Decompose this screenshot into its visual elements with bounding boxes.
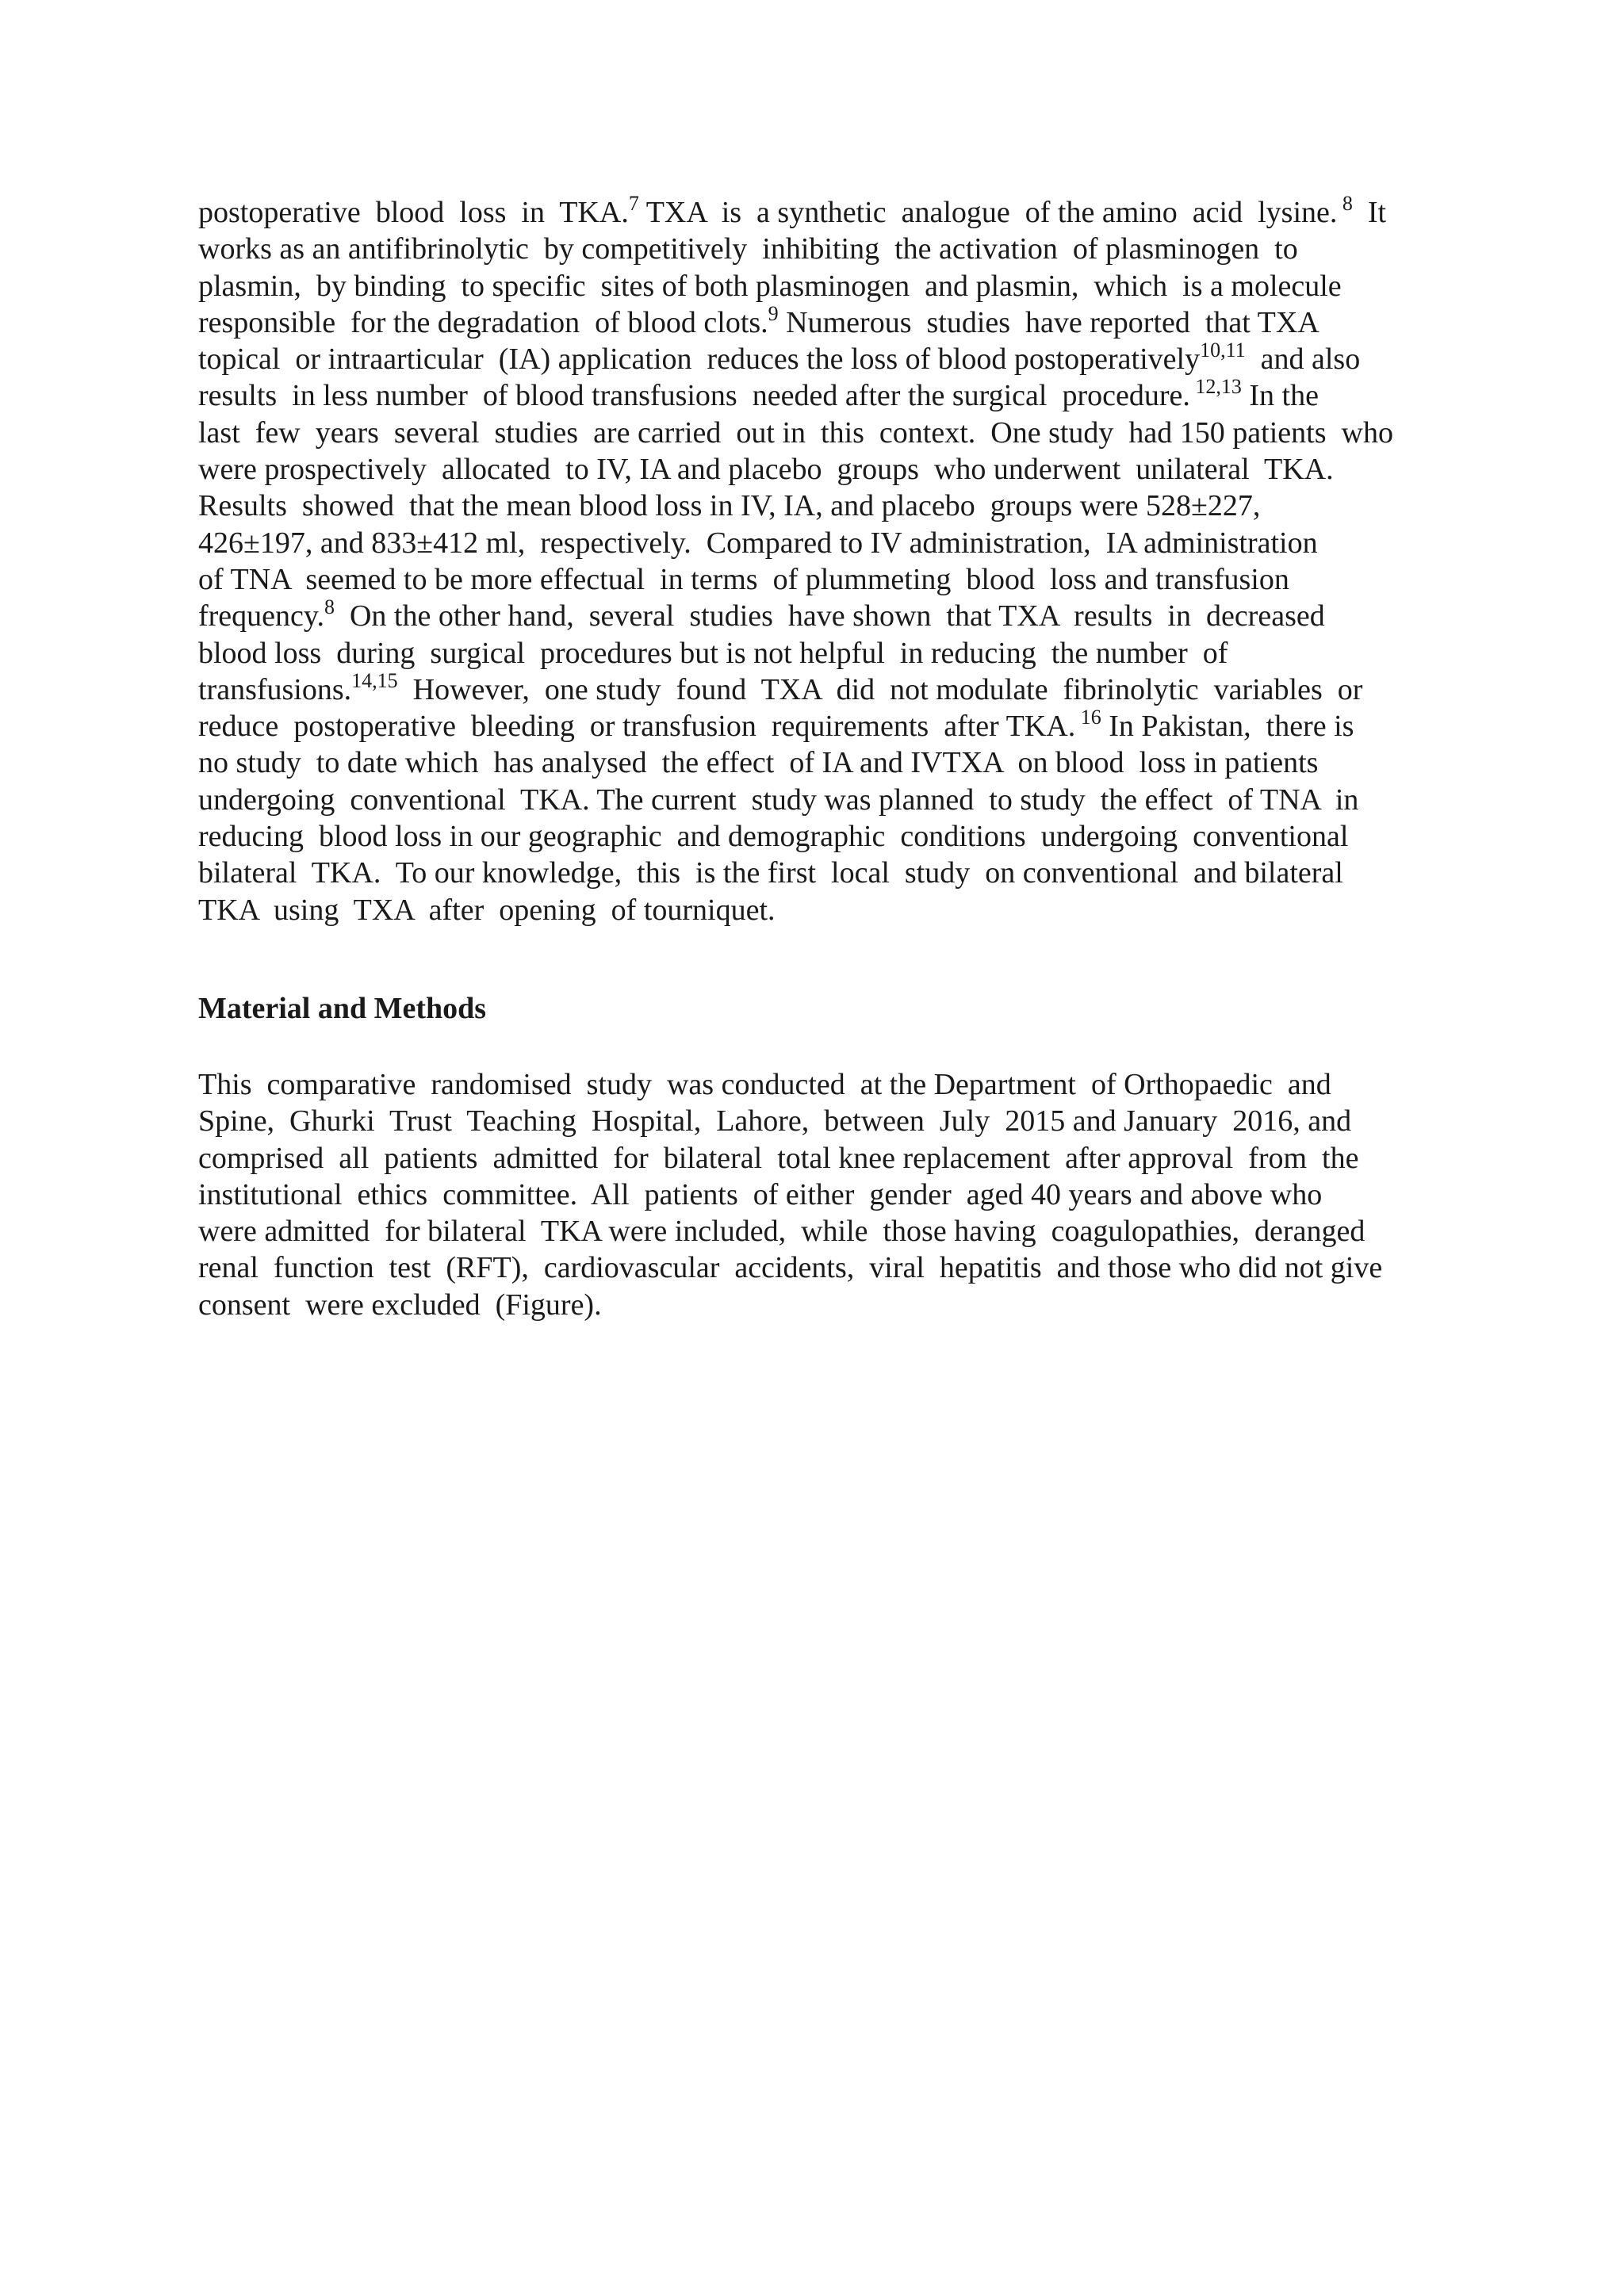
text-run: Numerous studies have reported that TXA [778,305,1320,339]
text-line [198,1287,1435,1323]
intro-paragraph [198,194,1435,928]
text-run: On the other hand, several studies have shown that TXA results in decreased [334,599,1325,633]
text-run: comprised all patients admitted for bilateral total knee replacement after approval from the [198,1141,1359,1175]
text-run: topical or intraarticular (IA) application reduces the loss of blood postoperatively [198,342,1201,377]
citation-superscript: 8 [1337,192,1353,215]
text-run: blood loss during surgical procedures but is not helpful in reducing the number of [198,636,1228,670]
text-line [198,595,1435,634]
text-run: reduce postoperative bleeding or transfusion requirements after TKA. [198,710,1076,744]
text-line [198,525,1435,561]
text-run: last few years several studies are carried out in this context. One study had 150 patients who [198,415,1393,450]
citation-superscript: 14,15 [351,668,398,692]
citation-superscript: 12,13 [1189,375,1242,399]
citation-superscript: 9 [768,301,779,325]
text-run: plasmin, by binding to specific sites of both plasminogen and plasmin, which is a molecule [198,269,1342,303]
text-line [198,744,1435,781]
text-run: This comparative randomised study was conducted at the Department of Orthopaedic and [198,1068,1331,1101]
text-line [198,708,1435,744]
text-line [198,855,1435,891]
text-line [198,635,1435,672]
text-run: bilateral TKA. To our knowledge, this is the first local study on conventional and bilateral [198,856,1343,890]
text-run: undergoing conventional TKA. The current study was planned to study the effect of TNA in [198,783,1359,817]
citation-superscript: 7 [628,192,639,215]
text-run: renal function test (RFT), cardiovascular accidents, viral hepatitis and those who did not give [198,1251,1383,1285]
text-line [198,782,1435,818]
text-run: TXA is a synthetic analogue of the amino acid lysine. [638,196,1338,229]
text-run: TKA using TXA after opening of tourniquet. [198,893,776,927]
text-line [198,1140,1435,1177]
methods-paragraph [198,1066,1435,1323]
text-line [198,194,1435,231]
text-run: postoperative blood loss in TKA. [198,196,629,229]
text-run: Spine, Ghurki Trust Teaching Hospital, Lahore, between July 2015 and January 2016, and [198,1104,1352,1138]
text-run: It [1352,196,1387,229]
text-line [198,301,1435,341]
text-line [198,818,1435,855]
text-run: consent were excluded (Figure). [198,1288,602,1322]
text-run: responsible for the degradation of blood clots. [198,305,768,339]
text-line [198,668,1435,708]
text-line [198,1103,1435,1139]
text-run: In Pakistan, there is [1101,710,1354,744]
text-run: institutional ethics committee. All patients of either gender aged 40 years and above who [198,1177,1323,1211]
text-line [198,1177,1435,1213]
text-line [198,377,1435,414]
text-line [198,341,1435,377]
text-line [198,268,1435,304]
text-line [198,488,1435,524]
section-heading-material-and-methods: Material and Methods [198,992,487,1025]
text-line [198,451,1435,488]
text-run: However, one study found TXA did not modulate fibrinolytic variables or [397,672,1363,706]
text-run: In the [1241,379,1319,413]
text-line [198,415,1435,451]
citation-superscript: 16 [1075,706,1101,729]
text-run: of TNA seemed to be more effectual in terms of plummeting blood loss and transfusion [198,562,1289,596]
text-line [198,1249,1435,1286]
text-run: were prospectively allocated to IV, IA and placebo groups who underwent unilateral TKA. [198,453,1334,487]
text-run: 426±197, and 833±412 ml, respectively. Compared to IV administration, IA administration [198,526,1318,560]
text-line [198,892,1435,928]
text-run: frequency. [198,599,324,633]
text-run: reducing blood loss in our geographic and demographic conditions undergoing conventional [198,820,1349,854]
citation-superscript: 10,11 [1200,339,1246,362]
text-line [198,1213,1435,1249]
text-run: results in less number of blood transfusions needed after the surgical procedure. [198,379,1190,413]
text-line [198,561,1435,598]
text-run: no study to date which has analysed the effect of IA and IVTXA on blood loss in patients [198,746,1319,780]
text-run: Results showed that the mean blood loss in IV, IA, and placebo groups were 528±227, [198,489,1261,523]
citation-superscript: 8 [324,595,335,619]
text-run: works as an antifibrinolytic by competitively inhibiting the activation of plasminogen to [198,232,1298,266]
text-run: were admitted for bilateral TKA were included, while those having coagulopathies, deranged [198,1215,1365,1249]
text-line [198,1066,1435,1103]
text-run: transfusions. [198,672,352,706]
text-run: and also [1245,342,1361,377]
text-line [198,231,1435,267]
